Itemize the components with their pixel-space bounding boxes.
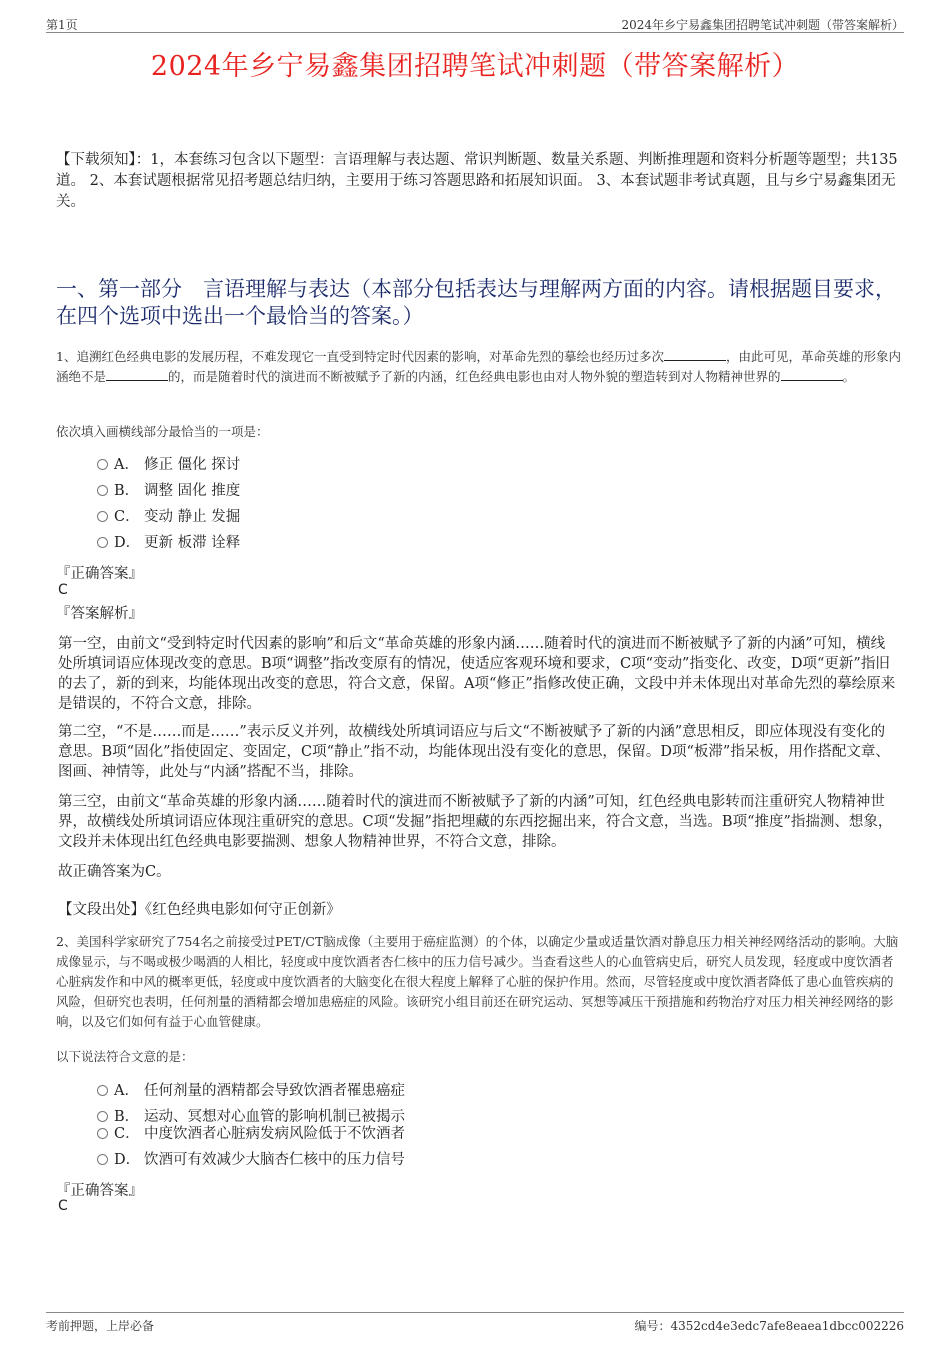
radio-icon[interactable] — [97, 459, 108, 470]
q1-blank-3 — [781, 368, 843, 381]
q1-option-d[interactable]: D． 更新 板滞 诠释 — [97, 532, 240, 554]
radio-icon[interactable] — [97, 1085, 108, 1096]
page-footer — [46, 1312, 904, 1331]
q1-option-c[interactable]: C． 变动 静止 发掘 — [97, 506, 240, 528]
radio-icon[interactable] — [97, 537, 108, 548]
footer-slogan: 考前押题，上岸必备 — [46, 1319, 155, 1333]
q1-prompt: 依次填入画横线部分最恰当的一项是： — [56, 424, 269, 439]
page-number: 第1页 — [46, 18, 78, 32]
download-notice: 【下载须知】：1，本套练习包含以下题型：言语理解与表达题、常识判断题、数量关系题、判断推理题和资料分析题等题型；共135道。 2、本套试题根据常见招考题总结归纳，主要用于练习答题思路和拓展知识面。 3、本套试题非考试真题，且与乡宁易鑫集团无关。 — [56, 152, 898, 210]
q1-analysis-label: 『答案解析』 — [56, 606, 143, 622]
q1-blank-2 — [106, 368, 168, 381]
q2-answer: C — [58, 1198, 68, 1214]
q1-answer-label: 『正确答案』 — [56, 566, 143, 582]
q1-blank-1 — [664, 348, 726, 361]
q2-option-b[interactable]: B． 运动、冥想对心血管的影响机制已被揭示 — [97, 1106, 405, 1128]
q1-answer: C — [58, 582, 68, 598]
footer-doc-id: 编号：4352cd4e3edc7afe8eaea1dbcc002226 — [634, 1319, 904, 1333]
q1-analysis-4: 故正确答案为C。 — [58, 864, 171, 880]
q1-option-a[interactable]: A． 修正 僵化 探讨 — [97, 454, 240, 476]
section-title: 一、第一部分 言语理解与表达（本部分包括表达与理解两方面的内容。请根据题目要求，在四个选项中选出一个最恰当的答案。） — [56, 277, 896, 328]
radio-icon[interactable] — [97, 1111, 108, 1122]
q1-analysis-3: 第三空，由前文“革命英雄的形象内涵……随着时代的演进而不断被赋予了新的内涵”可知，红色经典电影转而注重研究人物精神世界，故横线处所填词语应体现注重研究的意思。C项“发掘”指把埋藏的东西挖掘出来，符合文意，当选。B项“推度”指揣测、想象，文段并未体现出红色经典电影要揣测、想象人物精神世界，不符合文意，排除。 — [58, 794, 893, 850]
q1-option-b[interactable]: B． 调整 固化 推度 — [97, 480, 240, 502]
q2-text: 2、美国科学家研究了754名之前接受过PET/CT脑成像（主要用于癌症监测）的个体，以确定少量或适量饮酒对静息压力相关神经网络活动的影响。大脑成像显示，与不喝或极少喝酒的人相比，轻度或中度饮酒者杏仁核中的压力信号减少。当查看这些人的心血管病史后，研究人员发现，轻度或中度饮酒者心脏病发作和中风的概率更低，轻度或中度饮酒者的大脑变化在很大程度上解释了心脏的保护作用。然而，尽管轻度或中度饮酒者降低了患心血管疾病的风险，但研究也表明，任何剂量的酒精都会增加患癌症的风险。该研究小组目前还在研究运动、冥想等减压干预措施和药物治疗对压力相关神经网络的影响，以及它们如何有益于心血管健康。 — [56, 934, 899, 1029]
radio-icon[interactable] — [97, 511, 108, 522]
q1-source: 【文段出处】《红色经典电影如何守正创新》 — [58, 902, 341, 918]
q2-answer-label: 『正确答案』 — [56, 1183, 143, 1199]
radio-icon[interactable] — [97, 1128, 108, 1139]
q2-option-a[interactable]: A． 任何剂量的酒精都会导致饮酒者罹患癌症 — [97, 1080, 405, 1102]
q2-option-d[interactable]: D． 饮酒可有效减少大脑杏仁核中的压力信号 — [97, 1149, 405, 1171]
q1-text: 1、追溯红色经典电影的发展历程，不难发现它一直受到特定时代因素的影响，对革命先烈的摹绘也经历过多次 ，由此可见，革命英雄的形象内涵绝不是 的，而是随着时代的演进而不断被赋予了新的内涵，红色经典电影也由对人物外貌的塑造转到对人物精神世界的 。 — [56, 349, 901, 384]
radio-icon[interactable] — [97, 1154, 108, 1165]
page-header — [46, 14, 904, 33]
page-title: 2024年乡宁易鑫集团招聘笔试冲刺题（带答案解析） — [150, 51, 800, 82]
radio-icon[interactable] — [97, 485, 108, 496]
q1-analysis-2: 第二空，“不是……而是……”表示反义并列，故横线处所填词语应与后文“不断被赋予了新的内涵”意思相反，即应体现没有变化的意思。B项“固化”指使固定、变固定，C项“静止”指不动，均能体现出没有变化的意思，保留。D项“板滞”指呆板，用作搭配文章、图画、神情等，此处与“内涵”搭配不当，排除。 — [58, 724, 890, 780]
q2-prompt: 以下说法符合文意的是： — [56, 1049, 194, 1064]
q2-option-c[interactable]: C． 中度饮酒者心脏病发病风险低于不饮酒者 — [97, 1123, 405, 1145]
q1-analysis-1: 第一空，由前文“受到特定时代因素的影响”和后文“革命英雄的形象内涵……随着时代的演进而不断被赋予了新的内涵”可知，横线处所填词语应体现改变的意思。B项“调整”指改变原有的情况，使适应客观环境和要求，C项“变动”指变化、改变，D项“更新”指旧的去了，新的到来，均能体现出改变的意思，符合文意，保留。A项“修正”指修改使正确，文段中并未体现出对革命先烈的摹绘原来是错误的，不符合文意，排除。 — [58, 636, 896, 712]
header-doc-title: 2024年乡宁易鑫集团招聘笔试冲刺题（带答案解析） — [621, 18, 904, 32]
